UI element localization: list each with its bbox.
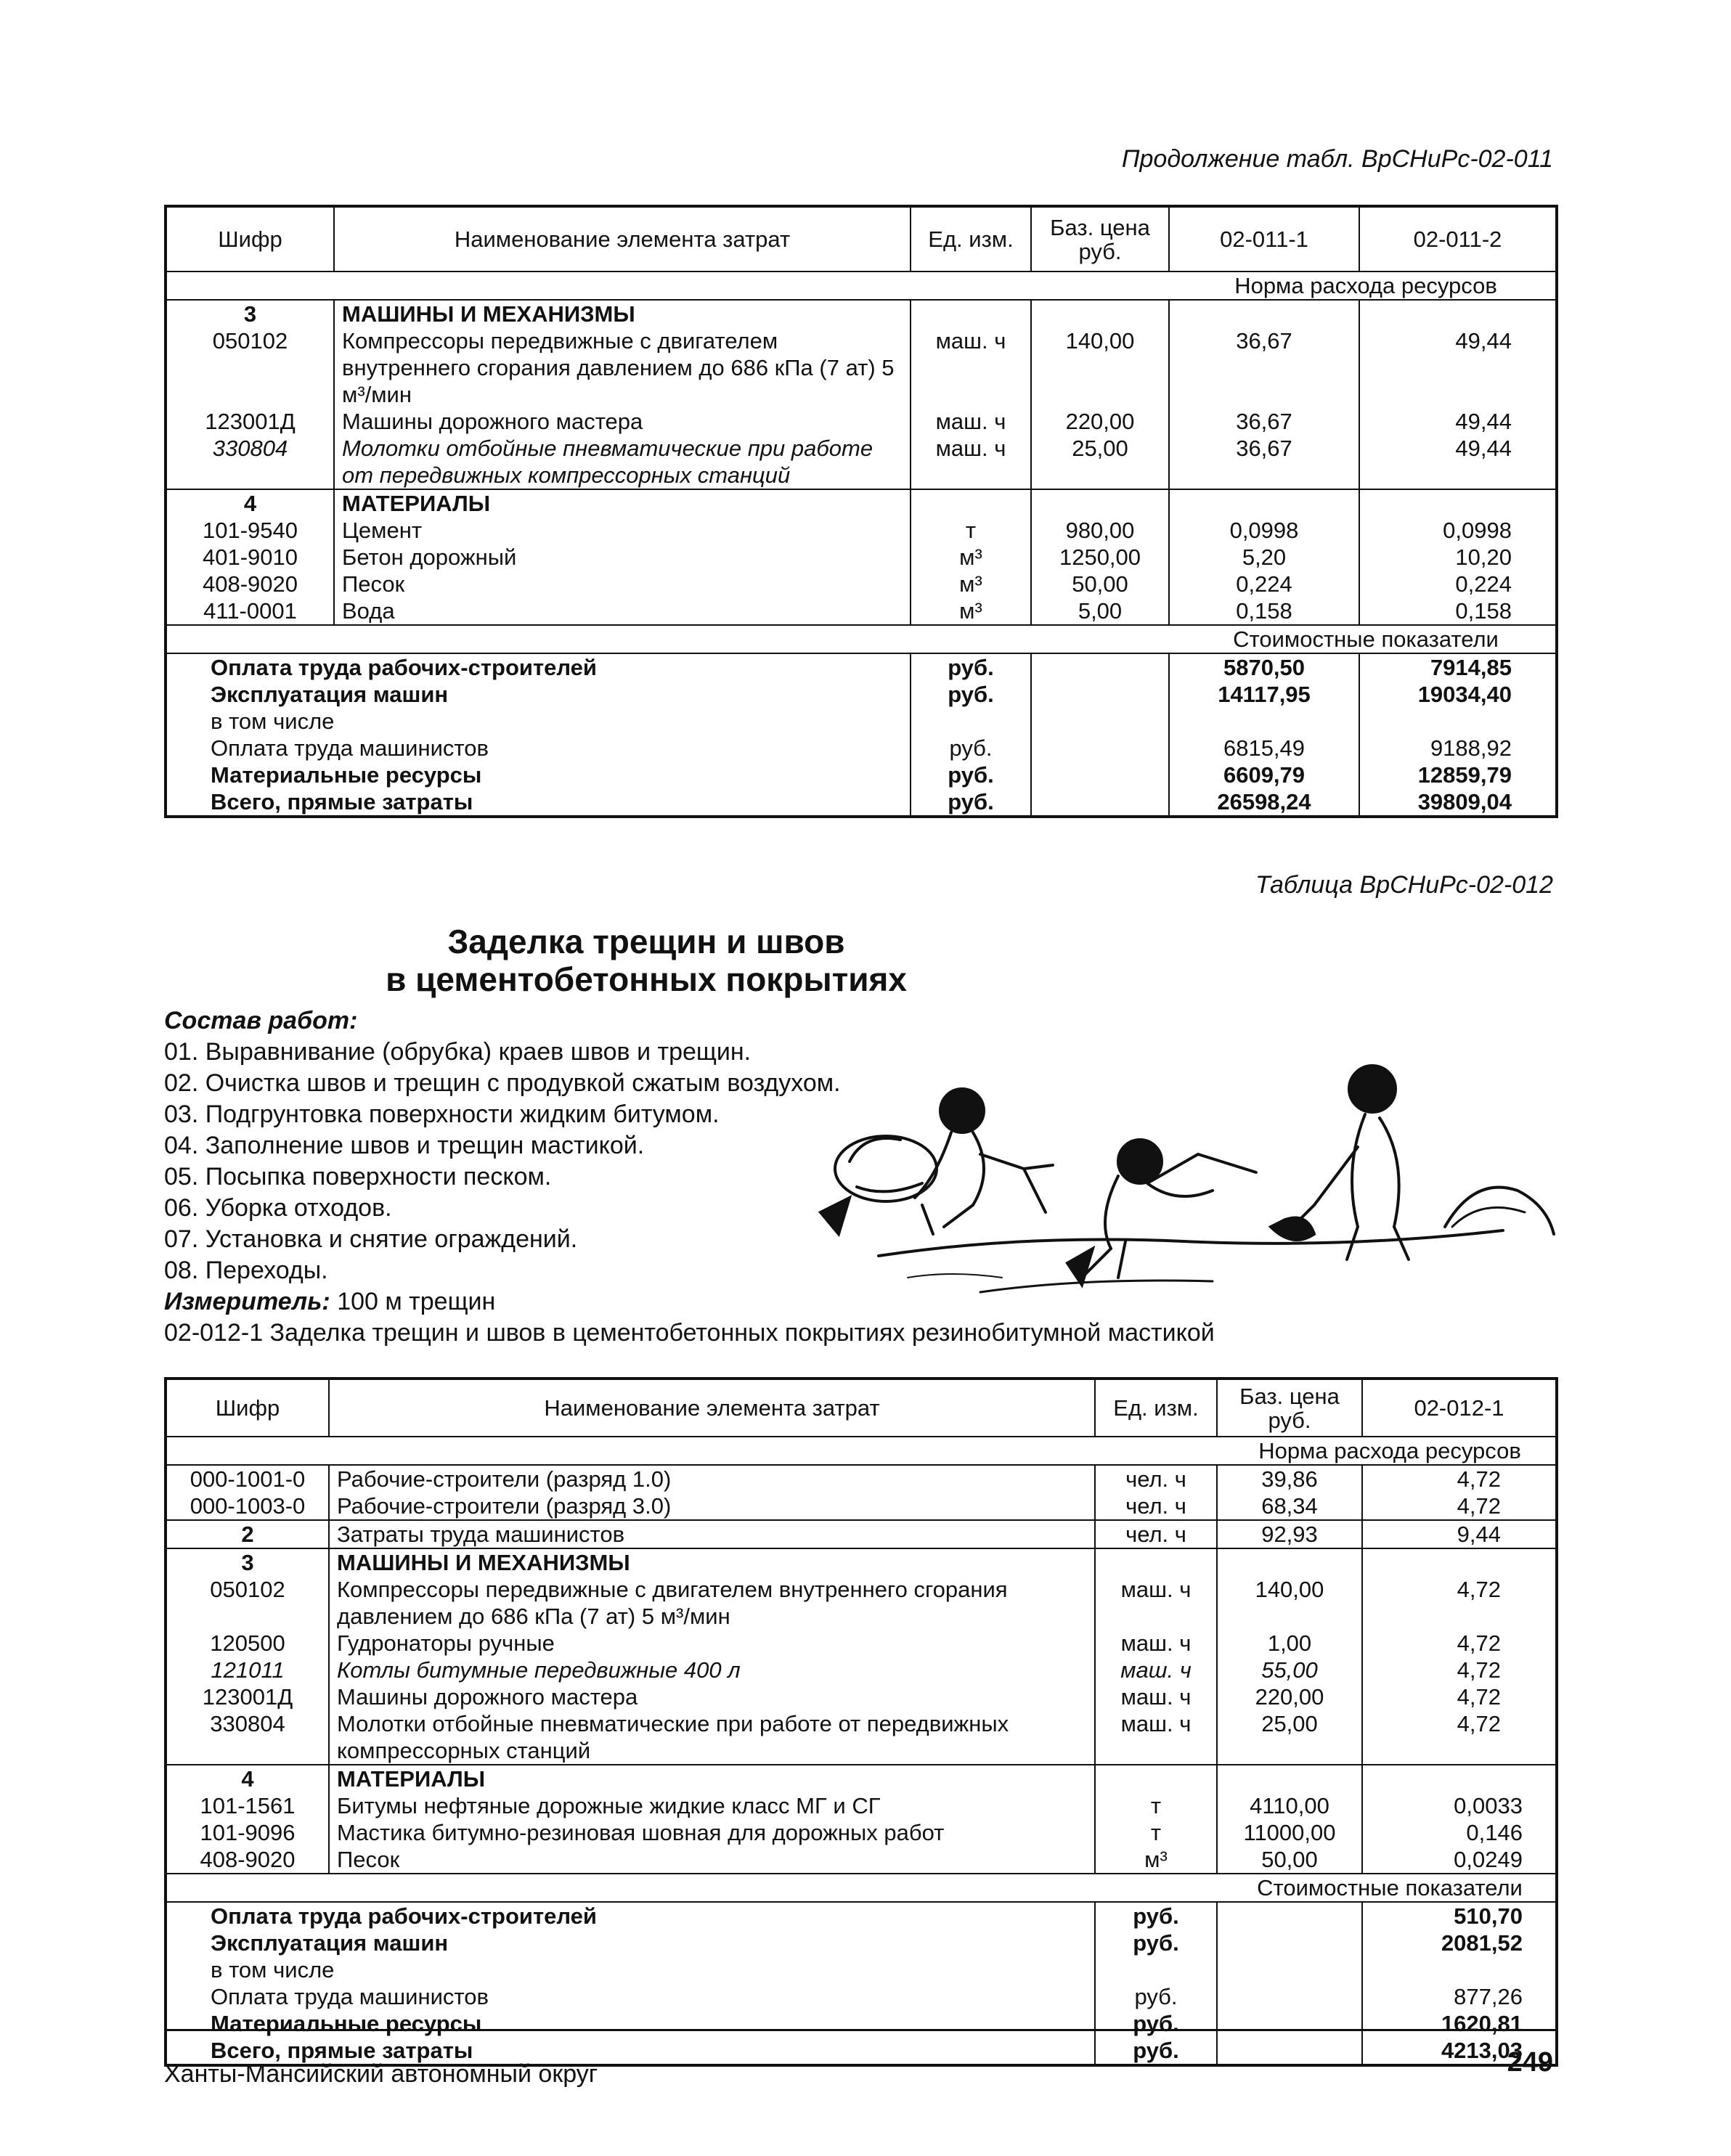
price-cell: 140,00	[1217, 1576, 1362, 1630]
value-02-012-1: 0,0033	[1454, 1793, 1523, 1818]
table-row	[166, 327, 1557, 408]
empty-cell	[1095, 1548, 1217, 1576]
norm-band-row	[166, 1437, 1557, 1465]
price-cell: 980,00	[1031, 517, 1169, 544]
cost-value-02-012-1: 877,26	[1454, 1984, 1523, 2009]
value-02-012-1: 4,72	[1457, 1684, 1501, 1710]
cost-value-02-012-1	[1362, 1956, 1557, 1983]
empty-cell	[1031, 489, 1169, 517]
meter-value: 100 м трещин	[337, 1288, 496, 1315]
unit-cell: маш. ч	[1095, 1657, 1217, 1683]
section-title-line1: Заделка трещин и швов	[447, 923, 845, 960]
col-header-name: Наименование элемента затрат	[329, 1379, 1095, 1437]
cost-unit	[1095, 1956, 1217, 1983]
value-02-012-1: 0,0249	[1454, 1847, 1523, 1872]
code-cell: 408-9020	[166, 1846, 329, 1874]
name-cell: Вода	[334, 597, 911, 625]
name-cell: Затраты труда машинистов	[329, 1520, 1095, 1548]
name-cell: Мастика битумно-резиновая шовная для дорожных работ	[329, 1819, 1095, 1846]
cost-value-02-011-2: 7914,85	[1430, 655, 1512, 680]
table-row	[166, 1983, 1557, 2010]
group-title: МАШИНЫ И МЕХАНИЗМЫ	[329, 1548, 1095, 1576]
empty-cell	[1359, 300, 1557, 327]
price-cell: 1,00	[1217, 1630, 1362, 1657]
empty-cell	[1217, 1930, 1362, 1956]
empty-cell	[1217, 1765, 1362, 1792]
unit-cell: м³	[1095, 1846, 1217, 1874]
unit-cell: чел. ч	[1095, 1493, 1217, 1520]
work-item: 07. Установка и снятие ограждений.	[164, 1225, 578, 1253]
cost-value-02-012-1: 1620,81	[1441, 2011, 1523, 2036]
table-row	[166, 761, 1557, 788]
value-02-011-2: 0,224	[1455, 571, 1512, 597]
col-header-price: Баз. цена руб.	[1217, 1379, 1362, 1437]
cost-value-02-011-1: 26598,24	[1169, 788, 1359, 817]
unit-cell: т	[1095, 1819, 1217, 1846]
empty-cell	[1031, 761, 1169, 788]
group-code: 4	[166, 1765, 329, 1792]
unit-cell: м³	[911, 544, 1031, 571]
name-cell: Компрессоры передвижные с двигателем внутреннего сгорания давлением до 686 кПа (7 ат) 5 м³/мин	[329, 1576, 1095, 1630]
value-02-011-2: 49,44	[1455, 328, 1512, 354]
work-item: 08. Переходы.	[164, 1257, 328, 1284]
price-cell: 25,00	[1031, 435, 1169, 489]
price-cell: 4110,00	[1217, 1792, 1362, 1819]
work-item: 06. Уборка отходов.	[164, 1194, 392, 1222]
name-cell: Песок	[329, 1846, 1095, 1874]
empty-cell	[1217, 1956, 1362, 1983]
value-02-012-1: 4,72	[1457, 1711, 1501, 1736]
value-02-011-2: 10,20	[1455, 544, 1512, 570]
work-item: 02. Очистка швов и трещин с продувкой сжатым воздухом.	[164, 1069, 841, 1097]
table-row	[166, 1630, 1557, 1657]
price-cell: 220,00	[1031, 408, 1169, 435]
table-row	[166, 681, 1557, 708]
value-02-011-1: 0,158	[1169, 597, 1359, 625]
price-cell: 11000,00	[1217, 1819, 1362, 1846]
cost-label: Оплата труда машинистов	[166, 1983, 1095, 2010]
value-02-012-1: 4,72	[1457, 1493, 1501, 1519]
table-row	[166, 435, 1557, 489]
table-row	[166, 1465, 1557, 1493]
empty-cell	[1217, 1548, 1362, 1576]
empty-cell	[1362, 1548, 1557, 1576]
name-cell: Котлы битумные передвижные 400 л	[329, 1657, 1095, 1683]
unit-cell: маш. ч	[1095, 1630, 1217, 1657]
table-caption: Таблица ВрСНиРс-02-012	[1255, 871, 1553, 899]
table-row	[166, 1683, 1557, 1710]
code-cell: 000-1003-0	[166, 1493, 329, 1520]
cost-value-02-011-1: 6815,49	[1169, 735, 1359, 761]
cost-label: Эксплуатация машин	[166, 681, 911, 708]
unit-cell: маш. ч	[1095, 1710, 1217, 1765]
value-02-012-1: 4,72	[1457, 1657, 1501, 1683]
table-row	[166, 300, 1557, 327]
norm-band-row	[166, 271, 1557, 300]
empty-cell	[1217, 2037, 1362, 2065]
table-row	[166, 735, 1557, 761]
price-cell: 68,34	[1217, 1493, 1362, 1520]
value-02-011-1: 5,20	[1169, 544, 1359, 571]
price-cell: 25,00	[1217, 1710, 1362, 1765]
code-cell: 101-1561	[166, 1792, 329, 1819]
footer-rule	[164, 2029, 1558, 2031]
section-title-line2: в цементобетонных покрытиях	[386, 960, 907, 998]
work-item: 05. Посыпка поверхности песком.	[164, 1163, 552, 1191]
group-code: 4	[166, 489, 334, 517]
empty-cell	[1169, 489, 1359, 517]
value-02-011-1: 36,67	[1169, 408, 1359, 435]
name-cell: Цемент	[334, 517, 911, 544]
cost-label: Материальные ресурсы	[166, 761, 911, 788]
code-cell: 330804	[166, 435, 334, 489]
empty-cell	[1362, 1765, 1557, 1792]
col-header-unit: Ед. изм.	[911, 206, 1031, 271]
col-header-name: Наименование элемента затрат	[334, 206, 911, 271]
table-row	[166, 788, 1557, 817]
cost-value-02-011-1: 14117,95	[1169, 681, 1359, 708]
unit-cell: маш. ч	[911, 435, 1031, 489]
table-row	[166, 1710, 1557, 1765]
code-cell: 411-0001	[166, 597, 334, 625]
unit-cell: м³	[911, 597, 1031, 625]
table-row	[166, 1657, 1557, 1683]
price-cell: 5,00	[1031, 597, 1169, 625]
meter-label: Измеритель:	[164, 1288, 330, 1315]
code-cell: 401-9010	[166, 544, 334, 571]
price-cell: 55,00	[1217, 1657, 1362, 1683]
value-02-012-1: 4,72	[1457, 1577, 1501, 1602]
value-02-011-1: 36,67	[1169, 327, 1359, 408]
cost-label: Оплата труда машинистов	[166, 735, 911, 761]
unit-cell: м³	[911, 571, 1031, 597]
table-row	[166, 517, 1557, 544]
cost-unit	[911, 708, 1031, 735]
cost-unit: руб.	[1095, 2010, 1217, 2037]
table-row	[166, 597, 1557, 625]
cost-unit: руб.	[911, 653, 1031, 681]
resource-table-02-012	[164, 1377, 1558, 2067]
table-row	[166, 1819, 1557, 1846]
col-header-02-011-1: 02-011-1	[1169, 206, 1359, 271]
empty-cell	[1359, 489, 1557, 517]
unit-cell: маш. ч	[911, 327, 1031, 408]
value-02-011-2: 0,158	[1455, 598, 1512, 624]
code-cell: 050102	[166, 327, 334, 408]
table-header-row	[166, 1379, 1557, 1437]
unit-cell: маш. ч	[1095, 1683, 1217, 1710]
col-header-code: Шифр	[166, 206, 334, 271]
col-header-code: Шифр	[166, 1379, 329, 1437]
col-header-02-011-2: 02-011-2	[1359, 206, 1557, 271]
code-cell: 2	[166, 1520, 329, 1548]
group-code: 3	[166, 300, 334, 327]
price-cell: 50,00	[1217, 1846, 1362, 1874]
code-cell: 123001Д	[166, 408, 334, 435]
name-cell: Компрессоры передвижные с двигателем внутреннего сгорания давлением до 686 кПа (7 ат) 5 м³/мин	[334, 327, 911, 408]
table-row	[166, 1902, 1557, 1930]
cost-band-row	[166, 1874, 1557, 1902]
cost-value-02-011-1	[1169, 708, 1359, 735]
table-row	[166, 1765, 1557, 1792]
cost-label: Всего, прямые затраты	[166, 788, 911, 817]
code-cell: 120500	[166, 1630, 329, 1657]
code-cell: 000-1001-0	[166, 1465, 329, 1493]
value-02-012-1: 4,72	[1457, 1466, 1501, 1492]
col-header-unit: Ед. изм.	[1095, 1379, 1217, 1437]
table-row	[166, 708, 1557, 735]
empty-cell	[1031, 788, 1169, 817]
name-cell: Гудронаторы ручные	[329, 1630, 1095, 1657]
code-cell: 408-9020	[166, 571, 334, 597]
cost-label: Оплата труда рабочих-строителей	[166, 653, 911, 681]
unit-cell: маш. ч	[911, 408, 1031, 435]
table-row	[166, 489, 1557, 517]
cost-value-02-011-2	[1359, 708, 1557, 735]
empty-cell	[1217, 1902, 1362, 1930]
code-cell: 050102	[166, 1576, 329, 1630]
empty-cell	[1031, 653, 1169, 681]
cost-band-label: Стоимостные показатели	[1169, 625, 1557, 653]
value-02-012-1: 4,72	[1457, 1630, 1501, 1656]
value-02-011-2: 49,44	[1455, 409, 1512, 434]
empty-cell	[1031, 681, 1169, 708]
unit-cell: чел. ч	[1095, 1520, 1217, 1548]
col-header-02-012-1: 02-012-1	[1362, 1379, 1557, 1437]
resource-table-02-011	[164, 205, 1558, 818]
empty-cell	[1031, 735, 1169, 761]
cost-unit: руб.	[911, 681, 1031, 708]
table-row	[166, 2010, 1557, 2037]
value-02-012-1: 0,146	[1466, 1820, 1523, 1845]
group-code: 3	[166, 1548, 329, 1576]
cost-label: Эксплуатация машин	[166, 1930, 1095, 1956]
unit-cell: т	[911, 517, 1031, 544]
empty-cell	[911, 489, 1031, 517]
name-cell: Молотки отбойные пневматические при работе от передвижных компрессорных станций	[334, 435, 911, 489]
name-cell: Рабочие-строители (разряд 1.0)	[329, 1465, 1095, 1493]
table-row	[166, 544, 1557, 571]
empty-cell	[1217, 1983, 1362, 2010]
value-02-011-1: 36,67	[1169, 435, 1359, 489]
name-cell: Рабочие-строители (разряд 3.0)	[329, 1493, 1095, 1520]
col-header-price: Баз. цена руб.	[1031, 206, 1169, 271]
code-cell: 121011	[166, 1657, 329, 1683]
cost-label: в том числе	[166, 1956, 1095, 1983]
empty-cell	[1217, 2010, 1362, 2037]
page-number: 249	[1507, 2047, 1553, 2078]
cost-unit: руб.	[911, 761, 1031, 788]
cost-unit: руб.	[1095, 1930, 1217, 1956]
norm-band-label: Норма расхода ресурсов	[1169, 271, 1557, 300]
cost-unit: руб.	[1095, 1983, 1217, 2010]
cost-value-02-011-2: 12859,79	[1417, 762, 1512, 788]
footer-region: Ханты-Мансийский автономный округ	[164, 2060, 598, 2088]
table-row	[166, 1956, 1557, 1983]
cost-unit: руб.	[911, 735, 1031, 761]
value-02-012-1: 9,44	[1362, 1520, 1557, 1548]
group-title: МАТЕРИАЛЫ	[329, 1765, 1095, 1792]
table-row	[166, 653, 1557, 681]
code-cell: 101-9540	[166, 517, 334, 544]
unit-cell: чел. ч	[1095, 1465, 1217, 1493]
price-cell: 39,86	[1217, 1465, 1362, 1493]
code-cell: 330804	[166, 1710, 329, 1765]
work-heading: Состав работ:	[164, 1007, 358, 1034]
empty-cell	[1095, 1765, 1217, 1792]
cost-label: Материальные ресурсы	[166, 2010, 1095, 2037]
price-cell: 92,93	[1217, 1520, 1362, 1548]
cost-value-02-012-1: 2081,52	[1441, 1930, 1523, 1956]
name-cell: Молотки отбойные пневматические при работе от передвижных компрессорных станций	[329, 1710, 1095, 1765]
cost-label: Оплата труда рабочих-строителей	[166, 1902, 1095, 1930]
cost-value-02-011-2: 39809,04	[1417, 789, 1512, 814]
cost-unit: руб.	[1095, 1902, 1217, 1930]
cost-band-label: Стоимостные показатели	[1217, 1874, 1557, 1902]
cost-value-02-012-1: 4213,03	[1441, 2038, 1523, 2063]
empty-cell	[1169, 300, 1359, 327]
item-line: 02-012-1 Заделка трещин и швов в цементобетонных покрытиях резинобитумной мастикой	[164, 1319, 1215, 1347]
table-row	[166, 1576, 1557, 1630]
cost-value-02-011-1: 5870,50	[1169, 653, 1359, 681]
value-02-011-1: 0,224	[1169, 571, 1359, 597]
group-title: МАШИНЫ И МЕХАНИЗМЫ	[334, 300, 911, 327]
code-cell: 123001Д	[166, 1683, 329, 1710]
cost-band-row	[166, 625, 1557, 653]
cost-unit: руб.	[911, 788, 1031, 817]
cost-value-02-011-2: 19034,40	[1417, 682, 1512, 707]
price-cell: 50,00	[1031, 571, 1169, 597]
work-item: 03. Подгрунтовка поверхности жидким битумом.	[164, 1101, 720, 1128]
value-02-011-2: 49,44	[1455, 436, 1512, 461]
empty-cell	[1031, 708, 1169, 735]
name-cell: Машины дорожного мастера	[329, 1683, 1095, 1710]
price-cell: 220,00	[1217, 1683, 1362, 1710]
table-row	[166, 1520, 1557, 1548]
table-row	[166, 571, 1557, 597]
empty-cell	[911, 300, 1031, 327]
cost-label: в том числе	[166, 708, 911, 735]
cost-value-02-011-2: 9188,92	[1430, 735, 1512, 761]
cost-unit: руб.	[1095, 2037, 1217, 2065]
code-cell: 101-9096	[166, 1819, 329, 1846]
empty-cell	[1031, 300, 1169, 327]
work-item: 04. Заполнение швов и трещин мастикой.	[164, 1132, 645, 1159]
table-row	[166, 408, 1557, 435]
road-workers-illustration	[806, 1060, 1561, 1299]
continuation-caption: Продолжение табл. ВрСНиРс-02-011	[1121, 145, 1553, 173]
table-header-row	[166, 206, 1557, 271]
cost-value-02-011-1: 6609,79	[1169, 761, 1359, 788]
norm-band-label: Норма расхода ресурсов	[1217, 1437, 1557, 1465]
name-cell: Песок	[334, 571, 911, 597]
table-row	[166, 1493, 1557, 1520]
price-cell: 1250,00	[1031, 544, 1169, 571]
price-cell: 140,00	[1031, 327, 1169, 408]
unit-cell: маш. ч	[1095, 1576, 1217, 1630]
name-cell: Битумы нефтяные дорожные жидкие класс МГ и СГ	[329, 1792, 1095, 1819]
name-cell: Бетон дорожный	[334, 544, 911, 571]
table-row	[166, 1846, 1557, 1874]
value-02-011-2: 0,0998	[1443, 518, 1512, 543]
name-cell: Машины дорожного мастера	[334, 408, 911, 435]
cost-label: Всего, прямые затраты	[166, 2037, 1095, 2065]
table-row	[166, 1930, 1557, 1956]
value-02-011-1: 0,0998	[1169, 517, 1359, 544]
table-row	[166, 1792, 1557, 1819]
unit-cell: т	[1095, 1792, 1217, 1819]
work-item: 01. Выравнивание (обрубка) краев швов и трещин.	[164, 1038, 752, 1066]
table-row	[166, 1548, 1557, 1576]
cost-value-02-012-1: 510,70	[1454, 1903, 1523, 1929]
group-title: МАТЕРИАЛЫ	[334, 489, 911, 517]
